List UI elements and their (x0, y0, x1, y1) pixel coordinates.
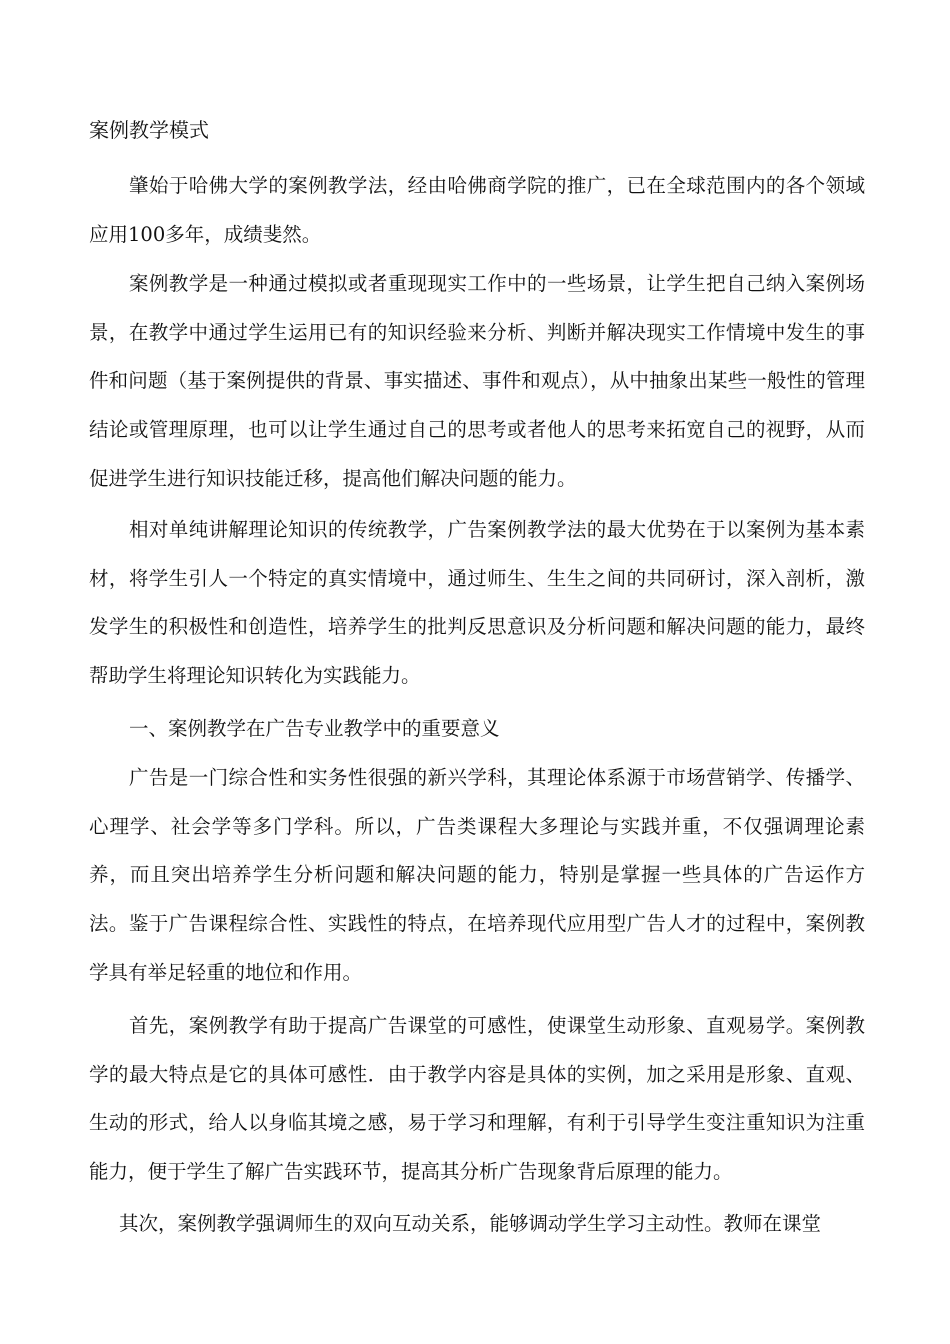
paragraph-advantage: 相对单纯讲解理论知识的传统教学，广告案例教学法的最大优势在于以案例为基本素材，将学生引人一个特定的真实情境中，通过师生、生生之间的共同研讨，深入剖析，激发学生的积极性和创造性，培养学生的批判反思意识及分析问题和解决问题的能力，最终帮助学生将理论知识转化为实践能力。 (89, 518, 865, 688)
paragraph-first-point: 首先，案例教学有助于提高广告课堂的可感性，使课堂生动形象、直观易学。案例教学的最大特点是它的具体可感性．由于教学内容是具体的实例，加之采用是形象、直观、生动的形式，给人以身临其境之感，易于学习和理解，有利于引导学生变注重知识为注重能力，便于学生了解广告实践环节，提高其分析广告现象背后原理的能力。 (89, 1014, 865, 1184)
paragraph-definition: 案例教学是一种通过模拟或者重现现实工作中的一些场景，让学生把自己纳入案例场景，在教学中通过学生运用已有的知识经验来分析、判断并解决现实工作情境中发生的事件和问题（基于案例提供的背景、事实描述、事件和观点），从中抽象出某些一般性的管理结论或管理原理，也可以让学生通过自己的思考或者他人的思考来拓宽自己的视野，从而促进学生进行知识技能迁移，提高他们解决问题的能力。 (89, 272, 865, 490)
paragraph-intro: 肇始于哈佛大学的案例教学法，经由哈佛商学院的推广，已在全球范围内的各个领域应用100多年，成绩斐然。 (89, 174, 865, 246)
paragraph-significance: 广告是一门综合性和实务性很强的新兴学科，其理论体系源于市场营销学、传播学、心理学、社会学等多门学科。所以，广告类课程大多理论与实践并重，不仅强调理论素养，而且突出培养学生分析问题和解决问题的能力，特别是掌握一些具体的广告运作方法。鉴于广告课程综合性、实践性的特点，在培养现代应用型广告人才的过程中，案例教学具有举足轻重的地位和作用。 (89, 766, 865, 984)
section-heading: 一、案例教学在广告专业教学中的重要意义 (129, 717, 500, 740)
document-title: 案例教学模式 (89, 118, 209, 142)
paragraph-second-point: 其次，案例教学强调师生的双向互动关系，能够调动学生学习主动性。教师在课堂 (119, 1212, 822, 1235)
